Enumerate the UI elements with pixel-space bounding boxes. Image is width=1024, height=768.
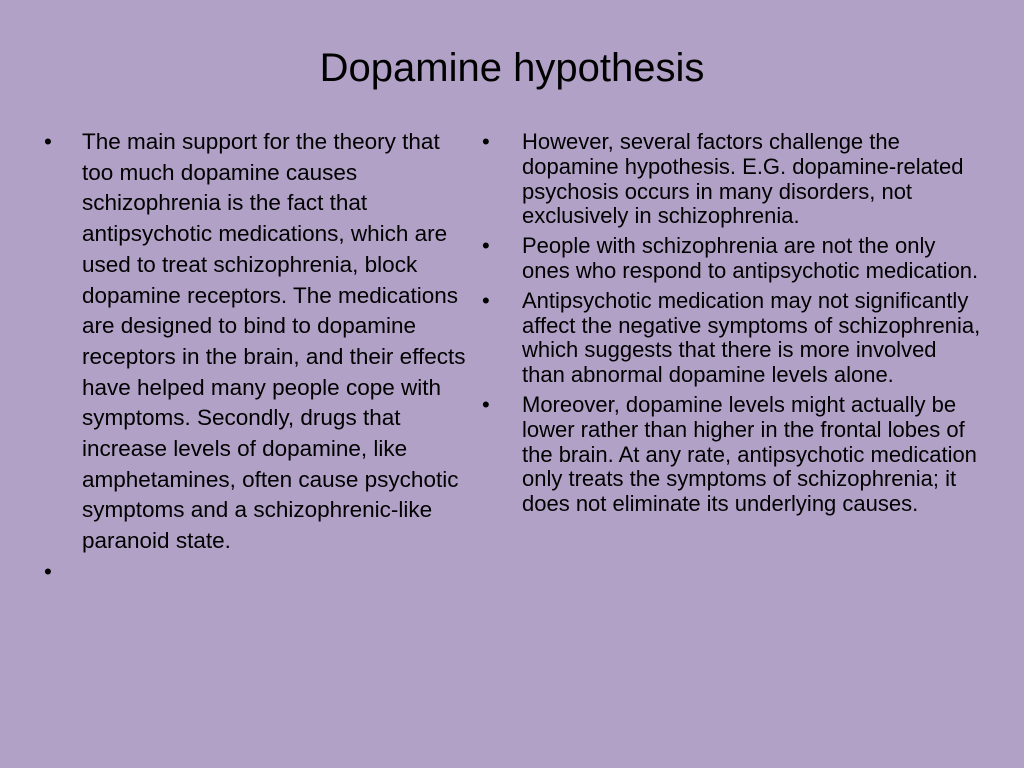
bullet-icon: •: [44, 558, 52, 584]
bullet-icon: •: [482, 233, 490, 259]
bullet-icon: •: [482, 287, 490, 313]
bullet-icon: •: [44, 129, 52, 154]
right-bullet-2: [482, 233, 982, 284]
left-bullet-1: [44, 127, 474, 557]
bullet-icon: •: [482, 391, 490, 417]
bullet-text: Antipsychotic medication may not significantly affect the negative symptoms of schizophrenia, which suggests that there is more involved than abnormal dopamine levels alone.: [522, 287, 981, 388]
bullet-text: The main support for the theory that too much dopamine causes schizophrenia is the fact that antipsychotic medications, which are used to treat schizophrenia, block dopamine receptors. The medications are designed to bind to dopamine receptors in the brain, and their effects have helped many people cope with symptoms. Secondly, drugs that increase levels of dopamine, like amphetamines, often cause psychotic symptoms and a schizophrenic-like paranoid state.: [82, 129, 466, 554]
bullet-text: [82, 559, 88, 584]
slide-title: Dopamine hypothesis: [319, 46, 705, 90]
left-bullet-list: [44, 127, 474, 588]
right-bullet-1: [482, 129, 982, 229]
right-bullet-list: [482, 129, 982, 522]
left-bullet-2: [44, 557, 474, 588]
bullet-text: However, several factors challenge the dopamine hypothesis. E.G. dopamine-related psychosis occurs in many disorders, not exclusively in schizophrenia.: [522, 129, 964, 229]
bullet-icon: •: [482, 129, 490, 154]
right-bullet-3: [482, 287, 982, 388]
bullet-text: People with schizophrenia are not the only ones who respond to antipsychotic medication.: [522, 233, 979, 283]
bullet-text: Moreover, dopamine levels might actually be lower rather than higher in the frontal lobes of the brain. At any rate, antipsychotic medication only treats the symptoms of schizophrenia; it does not eliminate its underlying causes.: [522, 391, 977, 517]
right-bullet-4: [482, 391, 982, 517]
